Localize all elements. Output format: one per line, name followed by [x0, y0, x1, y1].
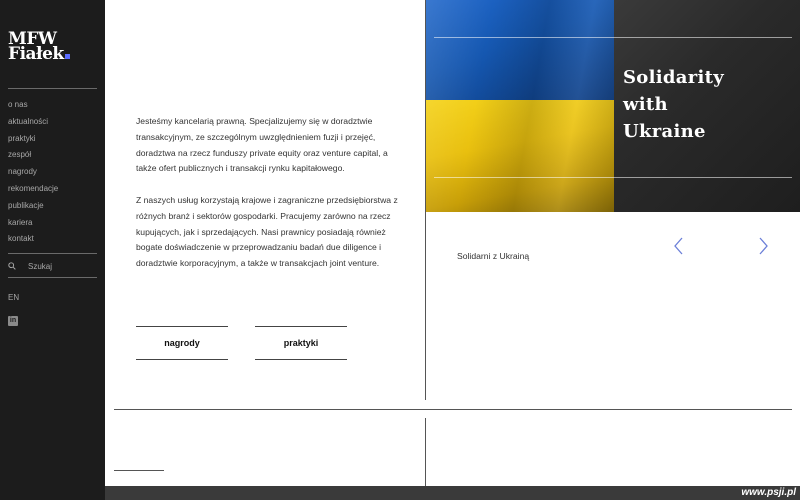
logo[interactable]: [8, 29, 70, 64]
nav-item-publikacje[interactable]: publikacje: [8, 200, 44, 210]
nav-item-aktualnosci[interactable]: aktualności: [8, 116, 49, 126]
hero-title-line: Solidarity: [623, 67, 725, 88]
search-box: [8, 259, 97, 273]
section-divider: [114, 409, 792, 410]
watermark: www.psji.pl: [741, 487, 796, 498]
nav-item-o-nas[interactable]: o nas: [8, 100, 28, 109]
search-icon[interactable]: [8, 262, 16, 270]
hero-rule-top: [434, 37, 792, 38]
sidebar: [0, 0, 105, 500]
logo-line-2: Fiałek: [8, 44, 64, 64]
hero-title-line: Ukraine: [623, 121, 706, 142]
short-rule: [114, 470, 164, 471]
intro-paragraph: Z naszych usług korzystają krajowe i zagraniczne przedsiębiorstwa z różnych branż i sektorów gospodarki. Pracujemy zarówno na rzecz kupujących, jak i sprzedających. Nasi prawnicy posiadają również bogate doświadczenie w przeprowadzaniu badań due diligence i doradztwie korporacyjnym, a także w transakcjach joint venture.: [136, 194, 398, 269]
slide-caption[interactable]: Solidarni z Ukrainą: [457, 251, 530, 261]
logo-line-1: MFW: [8, 29, 57, 49]
linkedin-icon[interactable]: in: [9, 317, 17, 324]
intro-paragraph: Jesteśmy kancelarią prawną. Specjalizujemy się w doradztwie transakcyjnym, ze szczególnym uwzględnieniem fuzji i przejęć, doradztwa na rzecz funduszy private equity oraz venture capital, a także ofert publicznych i transakcji rynku kapitałowego.: [136, 116, 388, 174]
hero-title: [623, 64, 724, 145]
awards-link[interactable]: nagrody: [136, 326, 228, 360]
language-switch[interactable]: EN: [8, 293, 20, 302]
sidebar-divider: [8, 253, 97, 254]
footer-bar: [105, 486, 800, 500]
nav-item-rekomendacje[interactable]: rekomendacje: [8, 183, 59, 193]
hero-title-line: with: [623, 94, 668, 115]
chevron-right-icon[interactable]: [756, 236, 770, 256]
practices-link[interactable]: praktyki: [255, 326, 347, 360]
nav-item-nagrody[interactable]: nagrody: [8, 167, 37, 177]
column-divider: [425, 0, 426, 400]
hero-rule-bottom: [434, 177, 792, 178]
column-divider: [425, 418, 426, 486]
sidebar-divider: [8, 277, 97, 278]
flag-texture: [426, 0, 614, 212]
chevron-left-icon[interactable]: [672, 236, 686, 256]
nav-item-zespol[interactable]: zespół: [8, 150, 32, 160]
search-input[interactable]: [28, 262, 88, 271]
nav-item-kariera[interactable]: kariera: [8, 217, 33, 227]
intro-text: [136, 114, 401, 288]
logo-dot: [65, 54, 70, 59]
hero-banner[interactable]: [426, 0, 800, 212]
sidebar-divider: [8, 88, 97, 89]
nav-item-praktyki[interactable]: praktyki: [8, 133, 36, 143]
main-nav: [8, 97, 58, 248]
nav-item-kontakt[interactable]: kontakt: [8, 234, 34, 244]
